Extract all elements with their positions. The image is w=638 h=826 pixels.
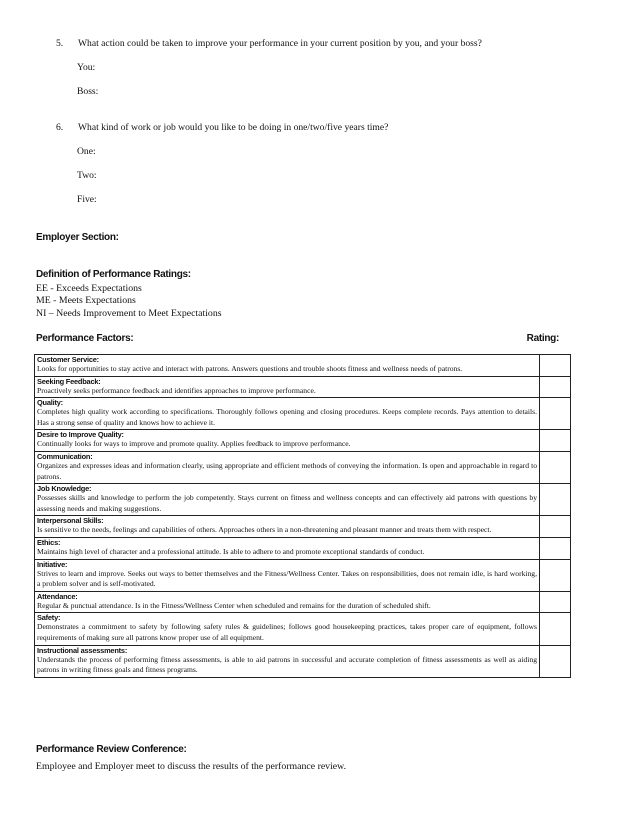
rating-cell[interactable] [540,645,571,677]
factor-cell [35,398,540,430]
factor-description: Maintains high level of character and a professional attitude. Is able to adhere to and promote exceptional standards of conduct. [37,546,425,556]
review-conference-text: Employee and Employer meet to discuss the results of the performance review. [36,761,347,772]
rating-cell[interactable] [540,613,571,645]
factor-row [35,355,571,377]
factor-description: Organizes and expresses ideas and information clearly, using appropriate and efficient methods of conveying the information. Is open and approachable in regard to patrons. [37,460,537,481]
factor-title: Safety: [37,613,61,623]
factor-description: Strives to learn and improve. Seeks out ways to better themselves and the Fitness/Wellness Center. Takes on responsibilities, does not remain idle, is hard working, a problem solver and is self-motivated. [37,568,537,589]
factor-cell [35,591,540,613]
factor-description: Is sensitive to the needs, feelings and capabilities of others. Approaches others in a non-threatening and pleasant manner and treats them with respect. [37,525,492,535]
factor-description: Completes high quality work according to specifications. Thoroughly follows opening and closing procedures. Keeps complete records. Pays attention to details. Has a strong sense of quality and knows how to achieve it. [37,407,537,427]
review-conference-heading: Performance Review Conference: [36,744,187,755]
question-number: 6. [56,122,64,133]
factor-cell [35,645,540,677]
rating-cell[interactable] [540,559,571,591]
factor-description: Regular & punctual attendance. Is in the Fitness/Wellness Center when scheduled and remains for the duration of scheduled shift. [37,600,431,610]
factor-description: Demonstrates a commitment to safety by following safety rules & guidelines; follows good housekeeping practices, takes proper care of equipment, follows requirements of making sure all patrons know proper use of all equipment. [37,622,537,642]
ratings-definition-heading: Definition of Performance Ratings: [36,269,191,280]
factor-description: Possesses skills and knowledge to perform the job competently. Stays current on fitness and wellness concepts and can effectively aid patrons with questions by assessing needs and making suggestions. [37,493,537,513]
performance-factors-table [34,354,571,678]
factor-cell [35,451,540,483]
factor-cell [35,559,540,591]
factor-title: Job Knowledge: [37,484,92,494]
factor-row [35,516,571,538]
factor-title: Desire to Improve Quality: [37,430,124,440]
factor-cell [35,537,540,559]
factor-description: Understands the process of performing fitness assessments, is able to aid patrons in successful and accurate completion of fitness assessments as well as aiding patrons in writing fitness goals and fitness programs. [37,654,537,675]
factor-description: Continually looks for ways to improve and promote quality. Applies feedback to improve performance. [37,439,351,449]
rating-cell[interactable] [540,355,571,377]
rating-cell[interactable] [540,430,571,452]
answer-label-you: You: [77,62,96,73]
question-5 [56,38,482,49]
factor-row [35,376,571,398]
factor-title: Initiative: [37,559,68,569]
factor-title: Customer Service: [37,355,99,364]
rating-ee: EE - Exceeds Expectations [36,283,142,294]
question-number: 5. [56,38,64,49]
rating-cell[interactable] [540,451,571,483]
factor-title: Instructional assessments: [37,645,128,655]
factor-title: Attendance: [37,591,78,601]
ratings-definition-list [36,283,222,320]
factor-description: Looks for opportunities to stay active and interact with patrons. Answers questions and trouble shoots fitness and wellness needs of patrons. [37,364,463,373]
answer-label-boss: Boss: [77,86,99,97]
rating-cell[interactable] [540,537,571,559]
factor-row [35,430,571,452]
factor-cell [35,430,540,452]
factor-cell [35,516,540,538]
factor-row [35,451,571,483]
factor-description: Proactively seeks performance feedback and identifies approaches to improve performance. [37,385,316,395]
factor-row [35,537,571,559]
answer-label-two: Two: [77,170,97,181]
rating-cell[interactable] [540,376,571,398]
factor-row [35,591,571,613]
performance-factors-heading: Performance Factors: [36,333,134,344]
question-text: What action could be taken to improve your performance in your current position by you, and your boss? [78,38,482,49]
factor-title: Seeking Feedback: [37,376,101,386]
rating-ni: NI – Needs Improvement to Meet Expectations [36,307,222,319]
rating-me: ME - Meets Expectations [36,295,136,307]
rating-cell[interactable] [540,591,571,613]
factor-title: Communication: [37,451,93,461]
factor-row [35,613,571,645]
question-text: What kind of work or job would you like to be doing in one/two/five years time? [78,122,389,133]
employer-section-heading: Employer Section: [36,232,119,243]
rating-cell[interactable] [540,398,571,430]
factor-cell [35,613,540,645]
answer-label-five: Five: [77,194,97,205]
factor-row [35,645,571,677]
factor-cell [35,484,540,516]
factor-title: Ethics: [37,537,61,547]
factor-title: Interpersonal Skills: [37,516,104,526]
factor-title: Quality: [37,398,63,408]
answer-label-one: One: [77,146,96,157]
factor-cell [35,376,540,398]
rating-heading: Rating: [526,333,559,344]
factor-cell [35,355,540,377]
rating-cell[interactable] [540,484,571,516]
factor-row [35,398,571,430]
rating-cell[interactable] [540,516,571,538]
factor-row [35,559,571,591]
question-6 [56,122,388,133]
factor-row [35,484,571,516]
